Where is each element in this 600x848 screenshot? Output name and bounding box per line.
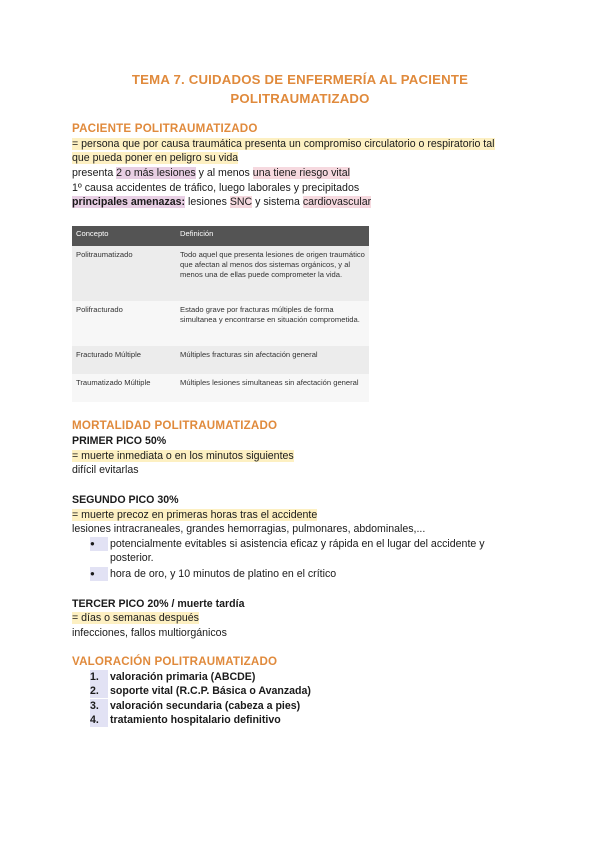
presenta-highlight-riesgo: una tiene riesgo vital bbox=[252, 167, 350, 179]
section-heading-paciente: PACIENTE POLITRAUMATIZADO bbox=[72, 122, 258, 135]
title-line-2: POLITRAUMATIZADO bbox=[230, 91, 370, 106]
list-item bbox=[90, 684, 311, 698]
definition-line-2 bbox=[72, 151, 238, 165]
tercer-pico-def bbox=[72, 611, 199, 625]
segundo-pico-def bbox=[72, 508, 317, 522]
presenta-highlight-lesiones: 2 o más lesiones bbox=[116, 167, 196, 179]
amenazas-text-b: y sistema bbox=[252, 196, 303, 208]
segundo-pico-def-text: = muerte precoz en primeras horas tras el accidente bbox=[72, 509, 318, 521]
causa-line: 1º causa accidentes de tráfico, luego laborales y precipitados bbox=[72, 182, 360, 194]
definition-text-2: que pueda poner en peligro su vida bbox=[72, 152, 239, 164]
table-cell-concept: Traumatizado Múltiple bbox=[72, 374, 176, 402]
bullet-text: potencialmente evitables si asistencia eficaz y rápida en el lugar del accidente y posterior. bbox=[110, 538, 485, 564]
table-row bbox=[72, 246, 369, 301]
tercer-pico-note: infecciones, fallos multiorgánicos bbox=[72, 627, 227, 639]
list-text: tratamiento hospitalario definitivo bbox=[110, 714, 281, 726]
page-title bbox=[60, 70, 540, 108]
presenta-line bbox=[72, 166, 350, 180]
table-header-definicion: Definición bbox=[176, 226, 369, 246]
definition-line-1 bbox=[72, 137, 495, 151]
segundo-pico-title: SEGUNDO PICO 30% bbox=[72, 494, 179, 506]
primer-pico-def-text: = muerte inmediata o en los minutos siguientes bbox=[72, 450, 294, 462]
list-number: 2. bbox=[90, 684, 108, 698]
primer-pico-def bbox=[72, 449, 294, 463]
list-number: 1. bbox=[90, 670, 108, 684]
segundo-pico-note: lesiones intracraneales, grandes hemorragias, pulmonares, abdominales,... bbox=[72, 523, 426, 535]
list-item bbox=[90, 670, 255, 684]
table-cell-concept: Polifracturado bbox=[72, 301, 176, 346]
bullet-icon: ● bbox=[90, 537, 108, 551]
tercer-pico-title: TERCER PICO 20% / muerte tardía bbox=[72, 598, 245, 610]
amenazas-line bbox=[72, 195, 371, 209]
list-text: valoración secundaria (cabeza a pies) bbox=[110, 700, 301, 712]
amenazas-text-a: lesiones bbox=[185, 196, 230, 208]
list-number: 3. bbox=[90, 699, 108, 713]
primer-pico-note: difícil evitarlas bbox=[72, 464, 139, 476]
primer-pico-title: PRIMER PICO 50% bbox=[72, 435, 167, 447]
list-item bbox=[90, 699, 300, 713]
bullet-icon: ● bbox=[90, 567, 108, 581]
bullet-text: hora de oro, y 10 minutos de platino en el crítico bbox=[110, 568, 337, 580]
table-cell-concept: Politraumatizado bbox=[72, 246, 176, 301]
list-text: soporte vital (R.C.P. Básica o Avanzada) bbox=[110, 685, 311, 697]
table-row bbox=[72, 374, 369, 402]
title-line-1: TEMA 7. CUIDADOS DE ENFERMERÍA AL PACIENTE bbox=[131, 72, 469, 87]
presenta-text-b: y al menos bbox=[195, 167, 253, 179]
table-cell-concept: Fracturado Múltiple bbox=[72, 346, 176, 374]
table-header-concepto: Concepto bbox=[72, 226, 176, 246]
section-heading-valoracion: VALORACIÓN POLITRAUMATIZADO bbox=[72, 655, 278, 668]
list-text: valoración primaria (ABCDE) bbox=[110, 671, 256, 683]
amenazas-snc: SNC bbox=[229, 196, 253, 208]
amenazas-label: principales amenazas: bbox=[72, 196, 186, 208]
amenazas-cardio: cardiovascular bbox=[302, 196, 372, 208]
list-number: 4. bbox=[90, 713, 108, 727]
list-item bbox=[90, 713, 281, 727]
concept-table bbox=[72, 226, 369, 402]
table-cell-definition: Todo aquel que presenta lesiones de origen traumático que afectan al menos dos sistemas orgánicos, y al menos una de ellas puede comprometer la vida. bbox=[176, 246, 369, 301]
table-row bbox=[72, 346, 369, 374]
table-cell-definition: Múltiples lesiones simultaneas sin afectación general bbox=[176, 374, 369, 402]
section-heading-mortalidad: MORTALIDAD POLITRAUMATIZADO bbox=[72, 419, 278, 432]
definition-text-1: = persona que por causa traumática presenta un compromiso circulatorio o respiratorio tal bbox=[72, 138, 495, 150]
tercer-pico-def-text: = días o semanas después bbox=[72, 612, 199, 624]
table-header-row bbox=[72, 226, 369, 246]
list-item bbox=[90, 537, 530, 565]
table-cell-definition: Estado grave por fracturas múltiples de forma simultanea y encontrarse en situación comprometida. bbox=[176, 301, 369, 346]
list-item bbox=[90, 567, 530, 581]
presenta-text-a: presenta bbox=[72, 167, 117, 179]
table-row bbox=[72, 301, 369, 346]
table-cell-definition: Múltiples fracturas sin afectación general bbox=[176, 346, 369, 374]
